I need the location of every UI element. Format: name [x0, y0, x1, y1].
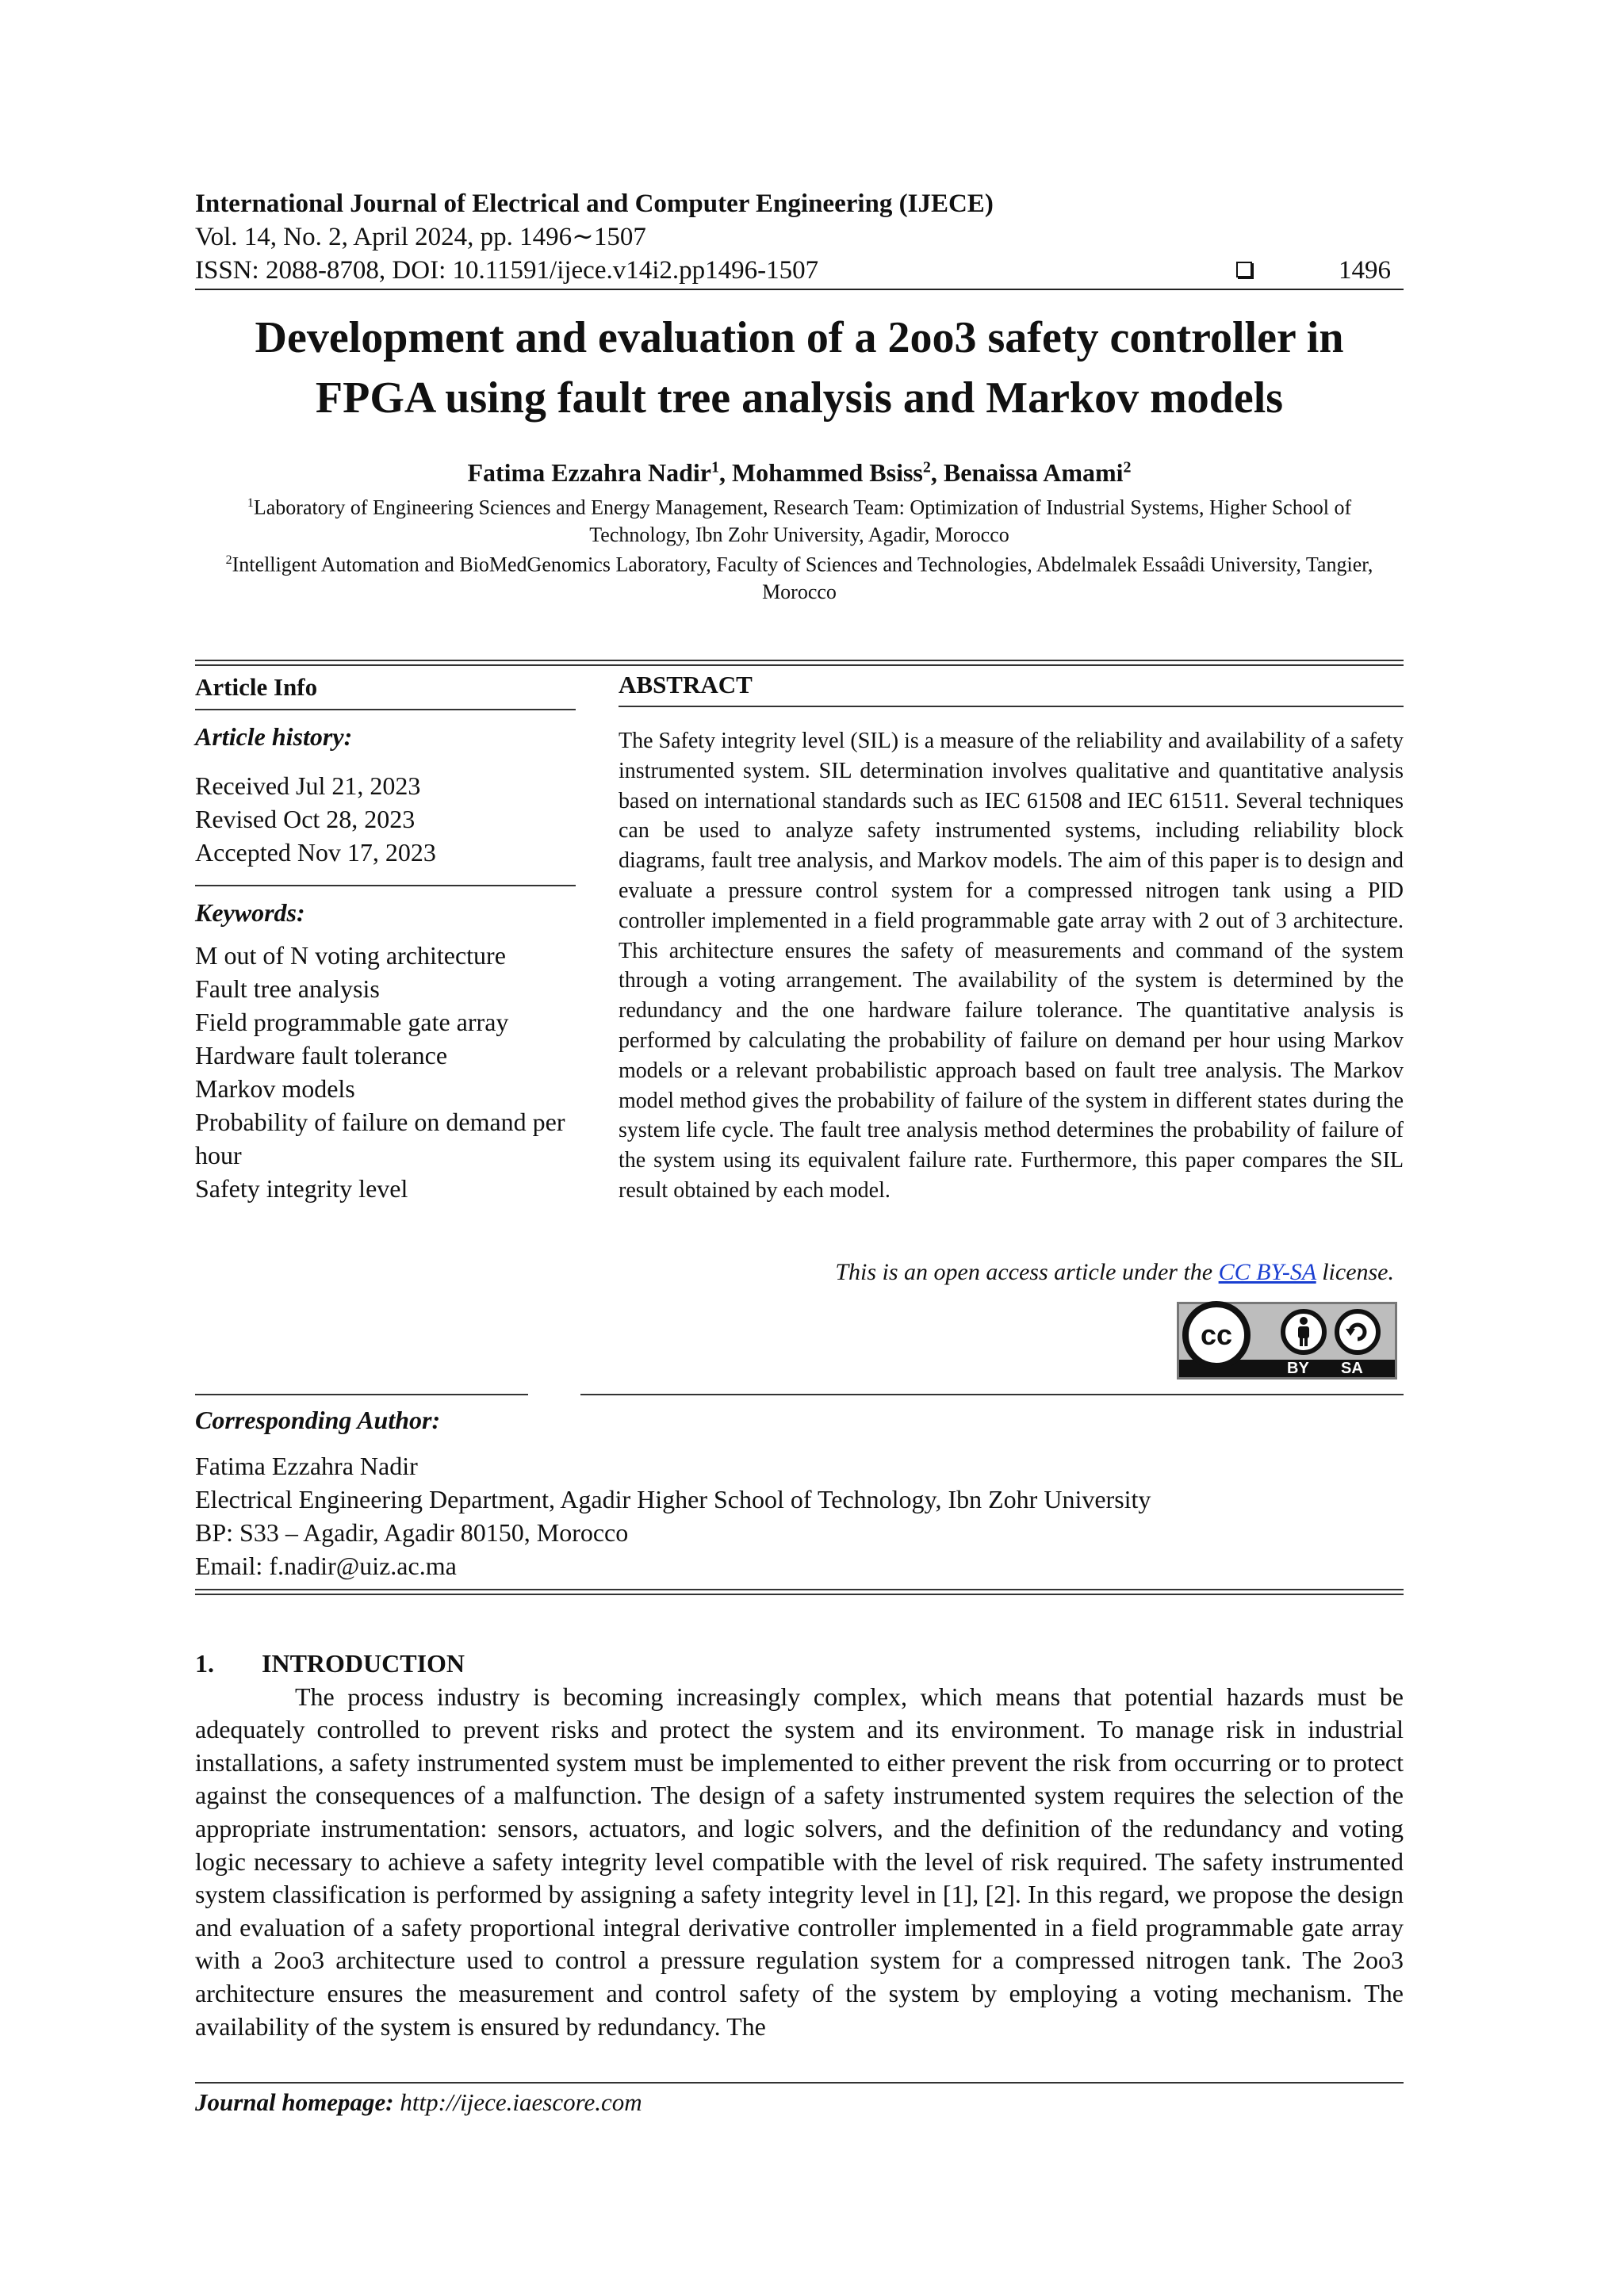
author-name: Benaissa Amami: [943, 458, 1124, 487]
section-number: 1.: [195, 1649, 214, 1678]
section-heading: [195, 1647, 1404, 1681]
author-list: [195, 458, 1404, 488]
paper-title: Development and evaluation of a 2oo3 safety controller in FPGA using fault tree analysis and Markov models: [255, 313, 1344, 423]
footer-rule: [195, 2082, 1404, 2084]
keyword-item: Hardware fault tolerance: [195, 1041, 448, 1070]
by-label: BY: [1287, 1360, 1309, 1377]
corresponding-author: [195, 1403, 1404, 1582]
person-icon: [1281, 1309, 1327, 1355]
cc-icon: cc: [1182, 1301, 1251, 1369]
divider: [580, 1394, 1404, 1395]
corresponding-department: Electrical Engineering Department, Agadir Higher School of Technology, Ibn Zohr University: [195, 1485, 1151, 1513]
corresponding-heading: Corresponding Author:: [195, 1406, 441, 1434]
cc-by-sa-badge[interactable]: [1177, 1302, 1397, 1380]
abstract-heading: ABSTRACT: [619, 671, 753, 698]
author-separator: ,: [930, 458, 944, 487]
open-access-suffix: license.: [1316, 1259, 1394, 1285]
keyword-item: Fault tree analysis: [195, 974, 380, 1003]
article-info: [195, 671, 576, 1205]
keyword-item: M out of N voting architecture: [195, 941, 506, 970]
open-access-note: [619, 1259, 1394, 1286]
history-item: Accepted Nov 17, 2023: [195, 838, 436, 867]
journal-footer: [195, 2088, 642, 2117]
double-rule: [195, 660, 1404, 666]
journal-header: [195, 187, 1404, 287]
keyword-item: Markov models: [195, 1074, 355, 1103]
abstract: [619, 671, 1404, 1206]
author-affil-mark: 2: [922, 458, 931, 476]
article-info-heading: Article Info: [195, 673, 318, 701]
history-list: [195, 769, 576, 869]
corresponding-address: BP: S33 – Agadir, Agadir 80150, Morocco: [195, 1518, 629, 1547]
keyword-item: Safety integrity level: [195, 1174, 408, 1203]
affiliation: [195, 547, 1404, 606]
keyword-item: Field programmable gate array: [195, 1008, 509, 1036]
author-affil-mark: 2: [1123, 458, 1132, 476]
author-name: Mohammed Bsiss: [731, 458, 923, 487]
affiliation-mark: 1: [247, 496, 254, 510]
affiliation-mark: 2: [225, 553, 232, 567]
person-glyph: [1292, 1316, 1316, 1348]
share-alike-icon: [1335, 1309, 1381, 1355]
header-rule: [195, 289, 1404, 290]
corresponding-name: Fatima Ezzahra Nadir: [195, 1452, 418, 1480]
divider: [195, 1394, 528, 1395]
author-separator: ,: [718, 458, 732, 487]
share-alike-glyph: [1344, 1318, 1371, 1345]
affiliation: [195, 490, 1404, 549]
author-name: Fatima Ezzahra Nadir: [467, 458, 711, 487]
section-title: INTRODUCTION: [262, 1649, 465, 1678]
paper-page: [195, 0, 1404, 2296]
page-number: 1496: [1339, 256, 1391, 285]
corresponding-details: [195, 1449, 1404, 1582]
divider: [195, 709, 576, 710]
double-rule: [195, 1589, 1404, 1595]
affiliation-text: Laboratory of Engineering Sciences and Energy Management, Research Team: Optimization of Industrial Systems, Higher School of Technology, Ibn Zohr University, Agadir, Morocco: [253, 496, 1352, 546]
journal-issn-doi: ISSN: 2088-8708, DOI: 10.11591/ijece.v14i2.pp1496-1507: [195, 256, 819, 285]
divider: [195, 885, 576, 886]
keyword-item: Probability of failure on demand per hour: [195, 1108, 565, 1169]
license-link[interactable]: CC BY-SA: [1218, 1259, 1316, 1285]
introduction-section: [195, 1647, 1404, 2043]
author-affil-mark: 1: [710, 458, 719, 476]
footer-label: Journal homepage:: [195, 2088, 394, 2116]
divider: [619, 706, 1404, 707]
introduction-text: The process industry is becoming increasingly complex, which means that potential hazards must be adequately controlled to prevent risks and protect the system and its environment. To manage risk in industrial installations, a safety instrumented system must be implemented to either prevent the risk from occurring or to protect against the consequences of a malfunction. The design of a safety instrumented system requires the selection of the appropriate instrumentation: sensors, actuators, and logic solvers, and the definition of the redundancy and voting logic necessary to achieve a safety integrity level compatible with the level of risk required. The safety instrumented system classification is performed by assigning a safety integrity level in [1], [2]. In this regard, we propose the design and evaluation of a safety proportional integral derivative controller implemented in a field programmable gate array with a 2oo3 architecture used to control a pressure regulation system for a compressed nitrogen tank. The 2oo3 architecture ensures the measurement and control safety of the system by employing a voting mechanism. The availability of the system is ensured by redundancy. The: [195, 1682, 1404, 2041]
checkbox-square-icon: [1236, 262, 1252, 277]
keywords-heading: Keywords:: [195, 898, 305, 927]
abstract-text: The Safety integrity level (SIL) is a measure of the reliability and availability of a safety instrumented system. SIL determination involves qualitative and quantitative analysis based on international standards such as IEC 61508 and IEC 61511. Several techniques can be used to analyze safety instrumented systems, including reliability block diagrams, fault tree analysis, and Markov models. The aim of this paper is to design and evaluate a pressure control system for a compressed nitrogen tank using a PID controller implemented in a field programmable gate array with 2 out of 3 architecture. This architecture ensures the safety of measurements and command of the system through a voting arrangement. The availability of the system is determined by the redundancy and the one hardware failure tolerance. The quantitative analysis is performed by calculating the probability of failure on demand per hour using Markov models or a relevant probabilistic approach based on fault tree analysis. The Markov model method gives the probability of failure of the system in different states during the system life cycle. The fault tree analysis method determines the probability of failure of the system using its equivalent failure rate. Furthermore, this paper compares the SIL result obtained by each model.: [619, 729, 1404, 1203]
journal-volume: Vol. 14, No. 2, April 2024, pp. 1496∼1507: [195, 223, 646, 251]
history-item: Revised Oct 28, 2023: [195, 805, 416, 833]
journal-homepage-link[interactable]: http://ijece.iaescore.com: [400, 2088, 642, 2116]
affiliation-text: Intelligent Automation and BioMedGenomics Laboratory, Faculty of Sciences and Technologies, Abdelmalek Essaâdi University, Tangier, Morocco: [232, 553, 1373, 603]
open-access-prefix: This is an open access article under the: [835, 1259, 1219, 1285]
keyword-list: [195, 939, 576, 1205]
history-heading: Article history:: [195, 722, 353, 751]
sa-label: SA: [1341, 1360, 1363, 1377]
journal-name: International Journal of Electrical and Computer Engineering (IJECE): [195, 189, 994, 218]
journal-issn-row: [195, 254, 1404, 287]
corresponding-email[interactable]: Email: f.nadir@uiz.ac.ma: [195, 1552, 457, 1580]
history-item: Received Jul 21, 2023: [195, 771, 421, 800]
